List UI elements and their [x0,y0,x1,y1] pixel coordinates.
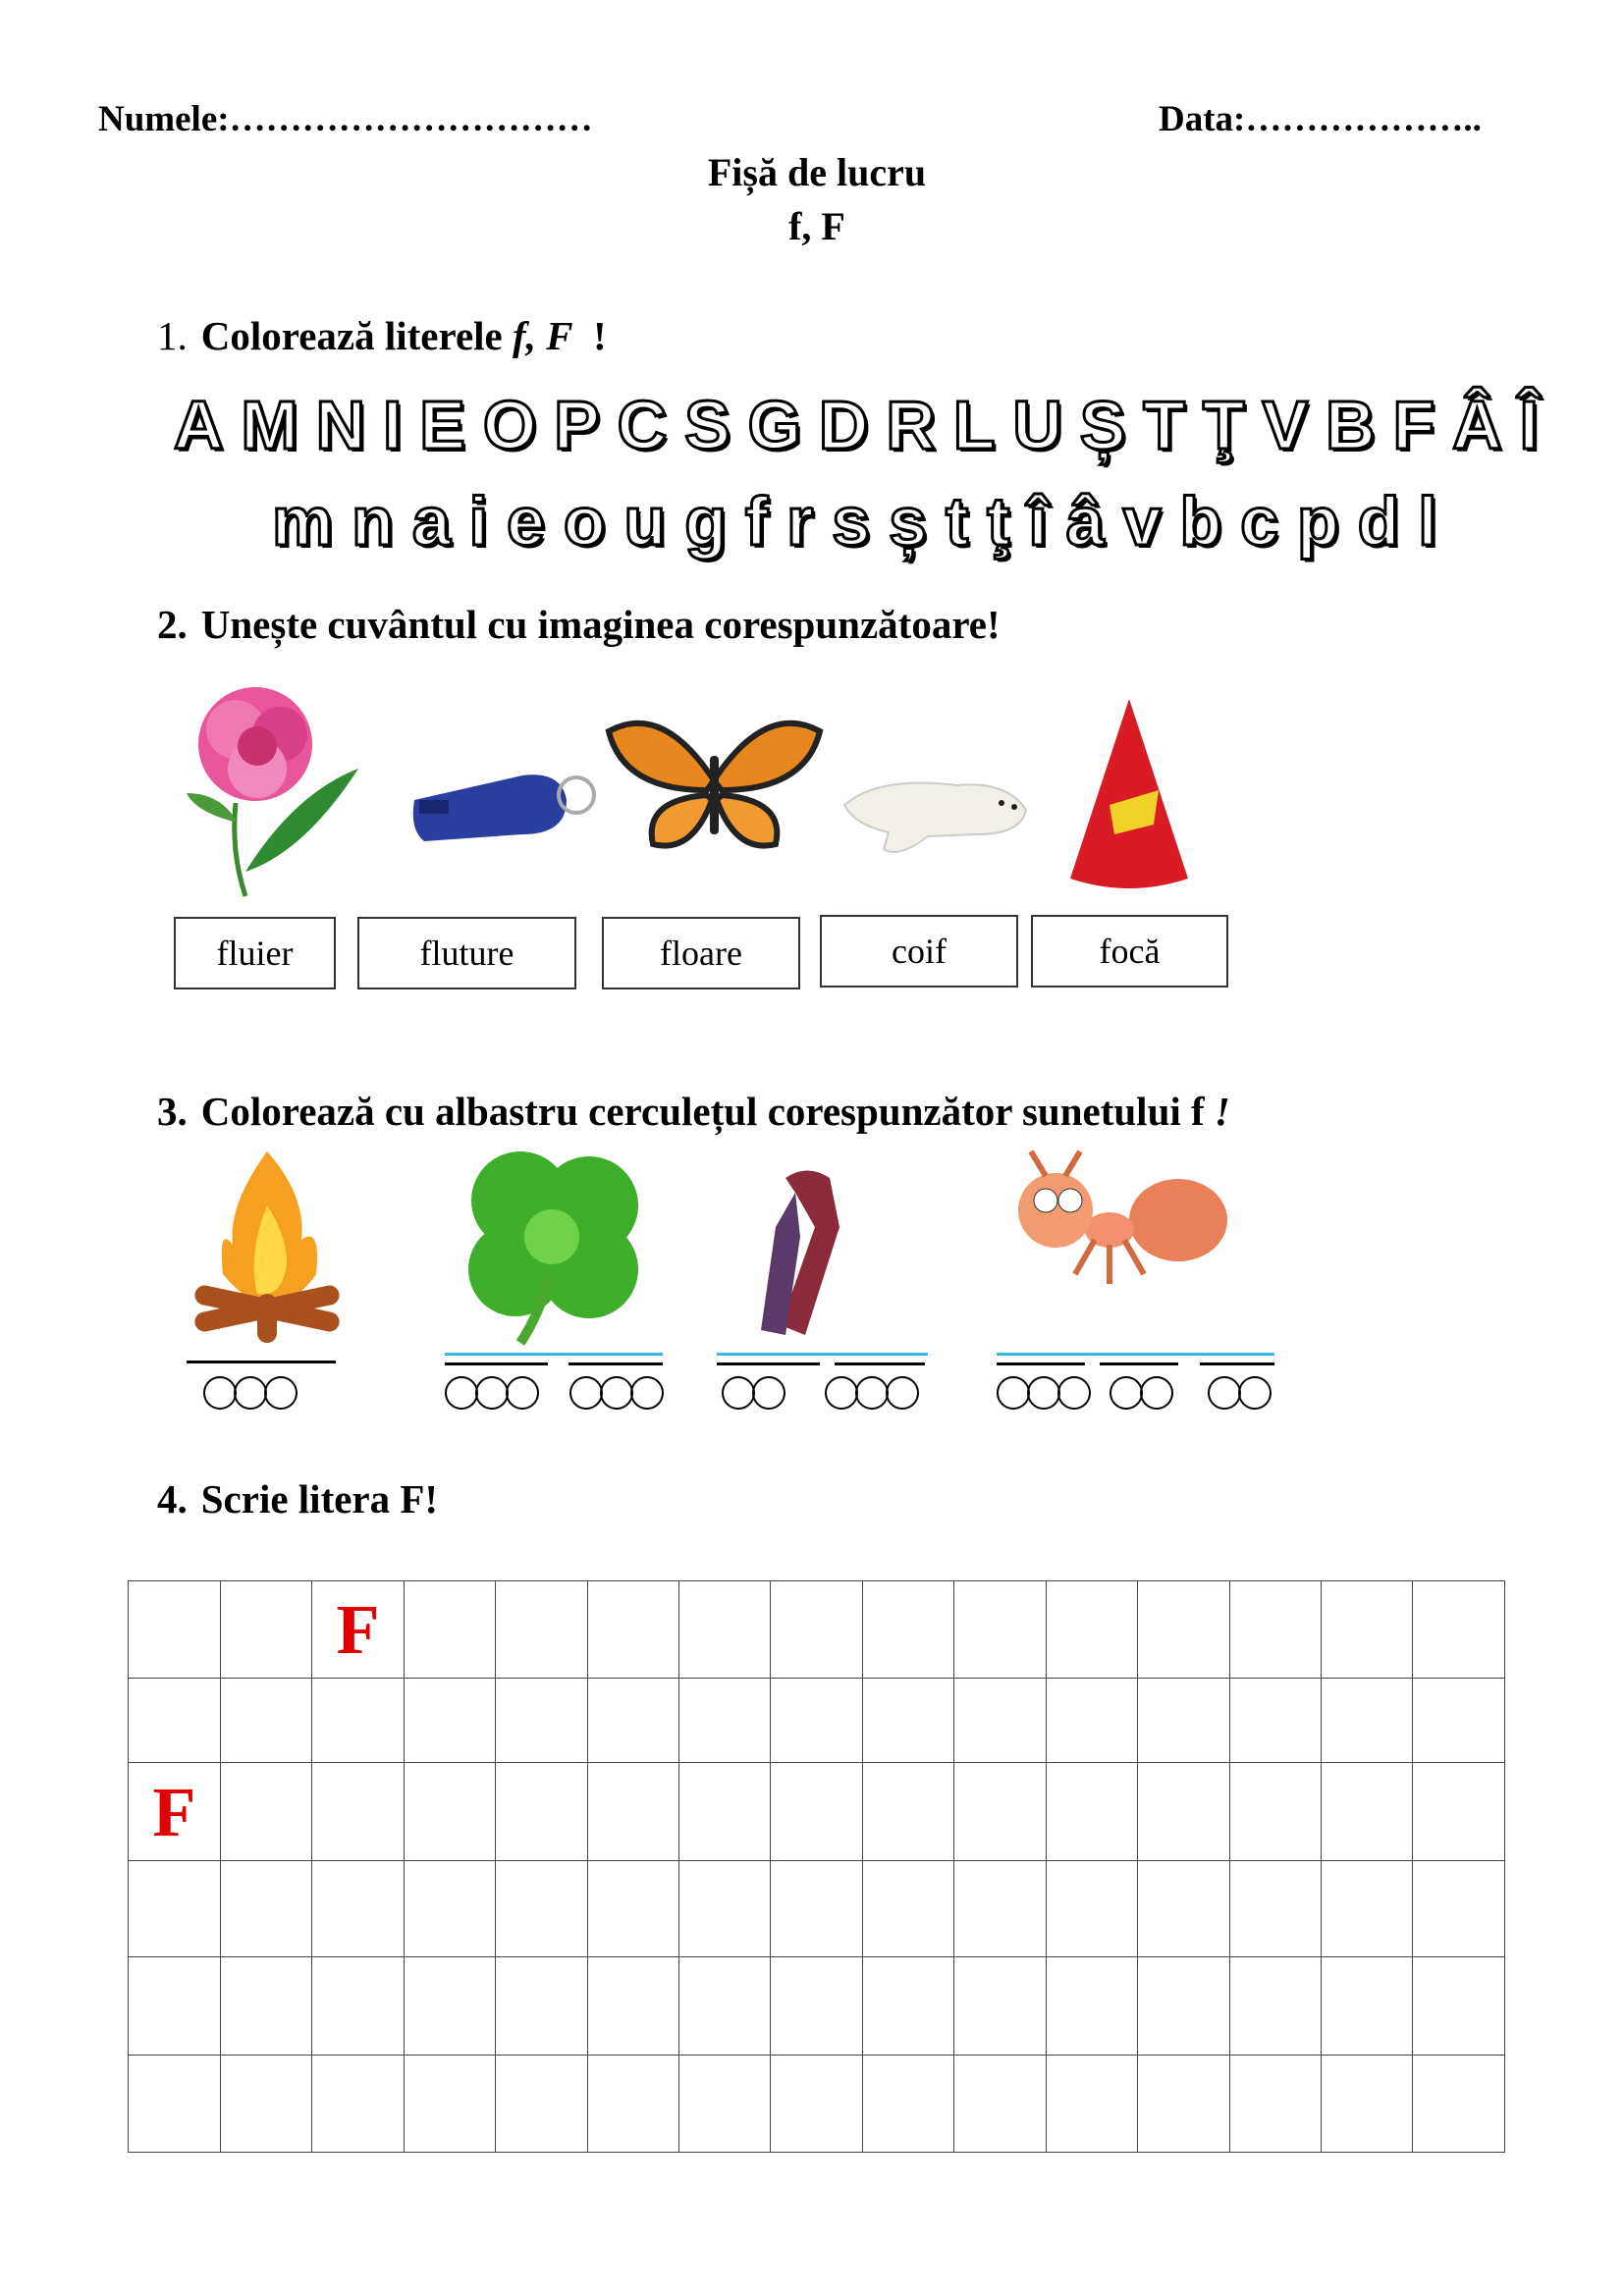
task-end: ! [1214,1089,1230,1134]
ant-image [1001,1147,1232,1294]
syllable-circle-group [445,1376,536,1410]
grid-cell[interactable] [679,1581,771,1679]
sound-circle[interactable] [825,1376,858,1410]
sound-circle[interactable] [1110,1376,1143,1410]
outline-letter[interactable]: Â [1452,387,1502,463]
sound-circle[interactable] [600,1376,633,1410]
answer-line [445,1362,548,1365]
outline-letter[interactable]: R [886,387,936,463]
outline-letter[interactable]: S [684,387,731,463]
answer-line [1200,1362,1274,1365]
grid-cell[interactable] [129,2056,221,2153]
outline-letter[interactable]: N [315,387,366,463]
sound-circle[interactable] [1140,1376,1173,1410]
grid-cell[interactable] [312,1957,405,2056]
sound-circle[interactable] [203,1376,237,1410]
seal-image [839,756,1036,859]
answer-line [1100,1362,1178,1365]
task-text: Colorează literele [200,313,513,358]
grid-cell[interactable] [1138,2056,1229,2153]
grid-cell[interactable] [1229,1581,1321,1679]
grid-cell[interactable] [1138,1957,1229,2056]
grid-cell[interactable] [954,1679,1046,1763]
outline-letter[interactable]: Ș [1079,387,1126,463]
sound-circle[interactable] [855,1376,889,1410]
butterfly-image [604,712,825,859]
outline-letter[interactable]: p [1296,483,1339,560]
grid-cell[interactable] [220,2056,311,2153]
grid-cell[interactable] [1413,1957,1505,2056]
grid-cell[interactable] [312,1581,405,1679]
grid-cell[interactable] [587,1581,678,1679]
outline-letter[interactable]: D [818,387,869,463]
grid-cell[interactable] [587,1957,678,2056]
grid-cell[interactable] [1046,2056,1137,2153]
grid-cell[interactable] [1229,1679,1321,1763]
outline-letter[interactable]: c [1240,483,1279,560]
outline-letter[interactable]: e [507,483,545,560]
grid-cell[interactable] [404,1957,495,2056]
grid-cell[interactable] [1138,1679,1229,1763]
outline-letter[interactable]: L [952,387,996,463]
grid-cell[interactable] [1046,1679,1137,1763]
outline-letter[interactable]: T [1143,387,1186,463]
answer-line [717,1362,820,1365]
sound-circle[interactable] [752,1376,785,1410]
grid-cell[interactable] [862,1957,953,2056]
lowercase-letters-row [272,483,1437,560]
grid-cell[interactable] [496,1581,587,1679]
sound-circle[interactable] [569,1376,603,1410]
grid-cell[interactable] [129,1957,221,2056]
page-title: Fișă de lucru [707,150,927,194]
outline-letter[interactable]: a [411,483,451,560]
sound-circle[interactable] [1027,1376,1060,1410]
grid-cell[interactable] [862,1861,953,1957]
task3-heading [157,1088,1230,1135]
task-number: 1. [157,313,188,358]
grid-cell[interactable] [862,1679,953,1763]
outline-letter[interactable]: V [1262,387,1309,463]
uppercase-letters-row [174,387,1539,463]
grid-cell[interactable] [1138,1763,1229,1861]
grid-cell[interactable] [587,2056,678,2153]
grid-row [129,1581,1505,1679]
grid-cell[interactable] [312,1861,405,1957]
grid-cell[interactable] [220,1957,311,2056]
outline-letter[interactable]: b [1179,483,1222,560]
task-text: Scrie litera F! [200,1476,439,1522]
grid-cell[interactable] [1138,1581,1229,1679]
grid-row [129,1679,1505,1763]
grid-cell[interactable] [862,1581,953,1679]
grid-cell[interactable] [1413,1679,1505,1763]
grid-cell[interactable] [220,1679,311,1763]
task-number: 3. [157,1089,188,1134]
grid-cell[interactable] [220,1763,311,1861]
task2-heading [157,601,1001,648]
grid-cell[interactable] [496,1957,587,2056]
grid-cell[interactable] [679,1957,771,2056]
name-field[interactable]: Numele:………………………… [98,99,593,139]
sound-circle[interactable] [1208,1376,1241,1410]
grid-cell[interactable] [220,1861,311,1957]
outline-letter[interactable]: U [1012,387,1062,463]
outline-letter[interactable]: o [563,483,606,560]
grid-cell[interactable] [1138,1861,1229,1957]
grid-cell[interactable] [312,2056,405,2153]
task-text: Colorează cu albastru cerculețul corespunzător sunetului f [200,1089,1215,1134]
task-text: Unește cuvântul cu imaginea corespunzătoare! [200,602,1001,647]
grid-cell[interactable] [404,1861,495,1957]
grid-cell[interactable] [1229,2056,1321,2153]
answer-line [835,1362,925,1365]
grid-cell[interactable] [1046,1581,1137,1679]
outline-letter[interactable]: î [1028,483,1048,560]
grid-cell[interactable] [496,1679,587,1763]
task-letters: f, F [512,313,573,358]
outline-letter[interactable]: m [272,483,334,560]
grid-cell[interactable] [1413,2056,1505,2153]
grid-cell[interactable] [1322,1957,1413,2056]
grid-cell[interactable] [1046,1861,1137,1957]
outline-letter[interactable]: t [945,483,969,560]
grid-cell[interactable] [679,2056,771,2153]
task-number: 4. [157,1476,188,1522]
sound-circle[interactable] [506,1376,539,1410]
grid-cell[interactable] [496,1763,587,1861]
outline-letter[interactable]: f [744,483,769,560]
task-end: ! [572,313,607,358]
grid-cell[interactable] [1322,1581,1413,1679]
blue-answer-line [997,1353,1274,1356]
outline-letter[interactable]: B [1326,387,1376,463]
word-box-floare[interactable]: floare [602,917,800,989]
grid-cell[interactable] [954,1861,1046,1957]
grid-row [129,1763,1505,1861]
outline-letter[interactable]: ș [889,483,928,560]
date-field[interactable]: Data:……………….. [1159,99,1482,139]
grid-cell[interactable] [220,1581,311,1679]
grid-cell[interactable] [312,1763,405,1861]
blue-answer-line [717,1353,928,1356]
grid-cell[interactable] [1322,2056,1413,2153]
grid-cell[interactable] [587,1763,678,1861]
grid-cell[interactable] [771,1581,862,1679]
outline-letter[interactable]: Î [1519,387,1539,463]
grid-cell[interactable] [1229,1861,1321,1957]
syllable-circle-group [997,1376,1088,1410]
outline-letter[interactable]: Ţ [1202,387,1245,463]
grid-cell[interactable] [129,1861,221,1957]
outline-letter[interactable]: ţ [987,483,1010,560]
grid-cell[interactable] [129,1763,221,1861]
grid-cell[interactable] [862,2056,953,2153]
grid-cell[interactable] [587,1861,678,1957]
grid-cell[interactable] [1046,1763,1137,1861]
grid-cell[interactable] [1229,1763,1321,1861]
outline-letter[interactable]: E [419,387,465,463]
grid-cell[interactable] [679,1763,771,1861]
outline-letter[interactable]: s [832,483,871,560]
sound-circle[interactable] [234,1376,267,1410]
syllable-circle-group [722,1376,783,1410]
grid-cell[interactable] [1413,1581,1505,1679]
word-box-foca[interactable]: focă [1031,915,1228,988]
answer-line [568,1362,663,1365]
grid-cell[interactable] [312,1679,405,1763]
grid-row [129,1861,1505,1957]
outline-letter[interactable]: d [1357,483,1400,560]
grid-row [129,2056,1505,2153]
outline-letter[interactable]: u [623,483,667,560]
word-box-fluture[interactable]: fluture [357,917,576,989]
outline-letter[interactable]: O [482,387,537,463]
task-number: 2. [157,602,188,647]
sound-circle[interactable] [1238,1376,1272,1410]
grid-cell[interactable] [404,2056,495,2153]
blue-answer-line [445,1353,663,1356]
scarf-image [746,1168,869,1345]
whistle-image [405,751,601,849]
writing-grid [128,1580,1505,2153]
grid-cell[interactable] [1046,1957,1137,2056]
outline-letter[interactable]: g [684,483,727,560]
sound-circle[interactable] [630,1376,664,1410]
grid-cell[interactable] [496,1861,587,1957]
answer-line [997,1362,1085,1365]
grid-cell[interactable] [954,1763,1046,1861]
grid-cell[interactable] [771,2056,862,2153]
grid-cell[interactable] [404,1581,495,1679]
syllable-circle-group [1208,1376,1269,1410]
sound-circle[interactable] [722,1376,755,1410]
sound-circle[interactable] [997,1376,1030,1410]
outline-letter[interactable]: l [1418,483,1437,560]
outline-letter[interactable]: n [352,483,394,560]
grid-cell[interactable] [954,2056,1046,2153]
outline-letter[interactable]: A [174,387,224,463]
grid-cell[interactable] [1322,1861,1413,1957]
grid-cell[interactable] [862,1763,953,1861]
task4-heading [157,1475,438,1522]
grid-cell[interactable] [1413,1763,1505,1861]
grid-cell[interactable] [587,1679,678,1763]
word-box-coif[interactable]: coif [820,915,1018,988]
party-hat-image [1065,697,1193,893]
syllable-circle-group [1110,1376,1170,1410]
outline-letter[interactable]: I [382,387,403,463]
outline-letter[interactable]: P [554,387,600,463]
grid-cell[interactable] [954,1581,1046,1679]
grid-cell[interactable] [496,2056,587,2153]
sound-circle[interactable] [264,1376,298,1410]
page-subtitle: f, F [788,204,845,248]
sample-letter-f: F [336,1590,380,1669]
task1-heading [157,312,607,359]
grid-cell[interactable] [1322,1679,1413,1763]
grid-cell[interactable] [129,1581,221,1679]
four-leaf-clover-image [442,1147,663,1348]
outline-letter[interactable]: r [786,483,814,560]
outline-letter[interactable]: â [1065,483,1105,560]
grid-cell[interactable] [679,1861,771,1957]
grid-cell[interactable] [771,1957,862,2056]
outline-letter[interactable]: i [468,483,489,560]
syllable-circle-group [203,1376,295,1410]
sound-circle[interactable] [475,1376,509,1410]
grid-cell[interactable] [1229,1957,1321,2056]
word-box-fluier[interactable]: fluier [174,917,336,989]
sound-circle[interactable] [1057,1376,1091,1410]
outline-letter[interactable]: F [1392,387,1435,463]
grid-cell[interactable] [129,1679,221,1763]
syllable-circle-group [569,1376,661,1410]
flower-image [177,675,363,899]
grid-cell[interactable] [771,1861,862,1957]
answer-line [187,1361,336,1363]
grid-cell[interactable] [404,1763,495,1861]
outline-letter[interactable]: v [1122,483,1162,560]
syllable-circle-group [825,1376,916,1410]
outline-letter[interactable]: M [241,387,298,463]
grid-row [129,1957,1505,2056]
grid-cell[interactable] [1322,1763,1413,1861]
grid-cell[interactable] [771,1679,862,1763]
sound-circle[interactable] [886,1376,919,1410]
grid-cell[interactable] [954,1957,1046,2056]
outline-letter[interactable]: C [617,387,668,463]
sample-letter-f: F [152,1772,196,1851]
grid-cell[interactable] [771,1763,862,1861]
campfire-image [189,1147,346,1353]
grid-cell[interactable] [1413,1861,1505,1957]
grid-cell[interactable] [404,1679,495,1763]
grid-cell[interactable] [679,1679,771,1763]
sound-circle[interactable] [445,1376,478,1410]
outline-letter[interactable]: G [747,387,802,463]
